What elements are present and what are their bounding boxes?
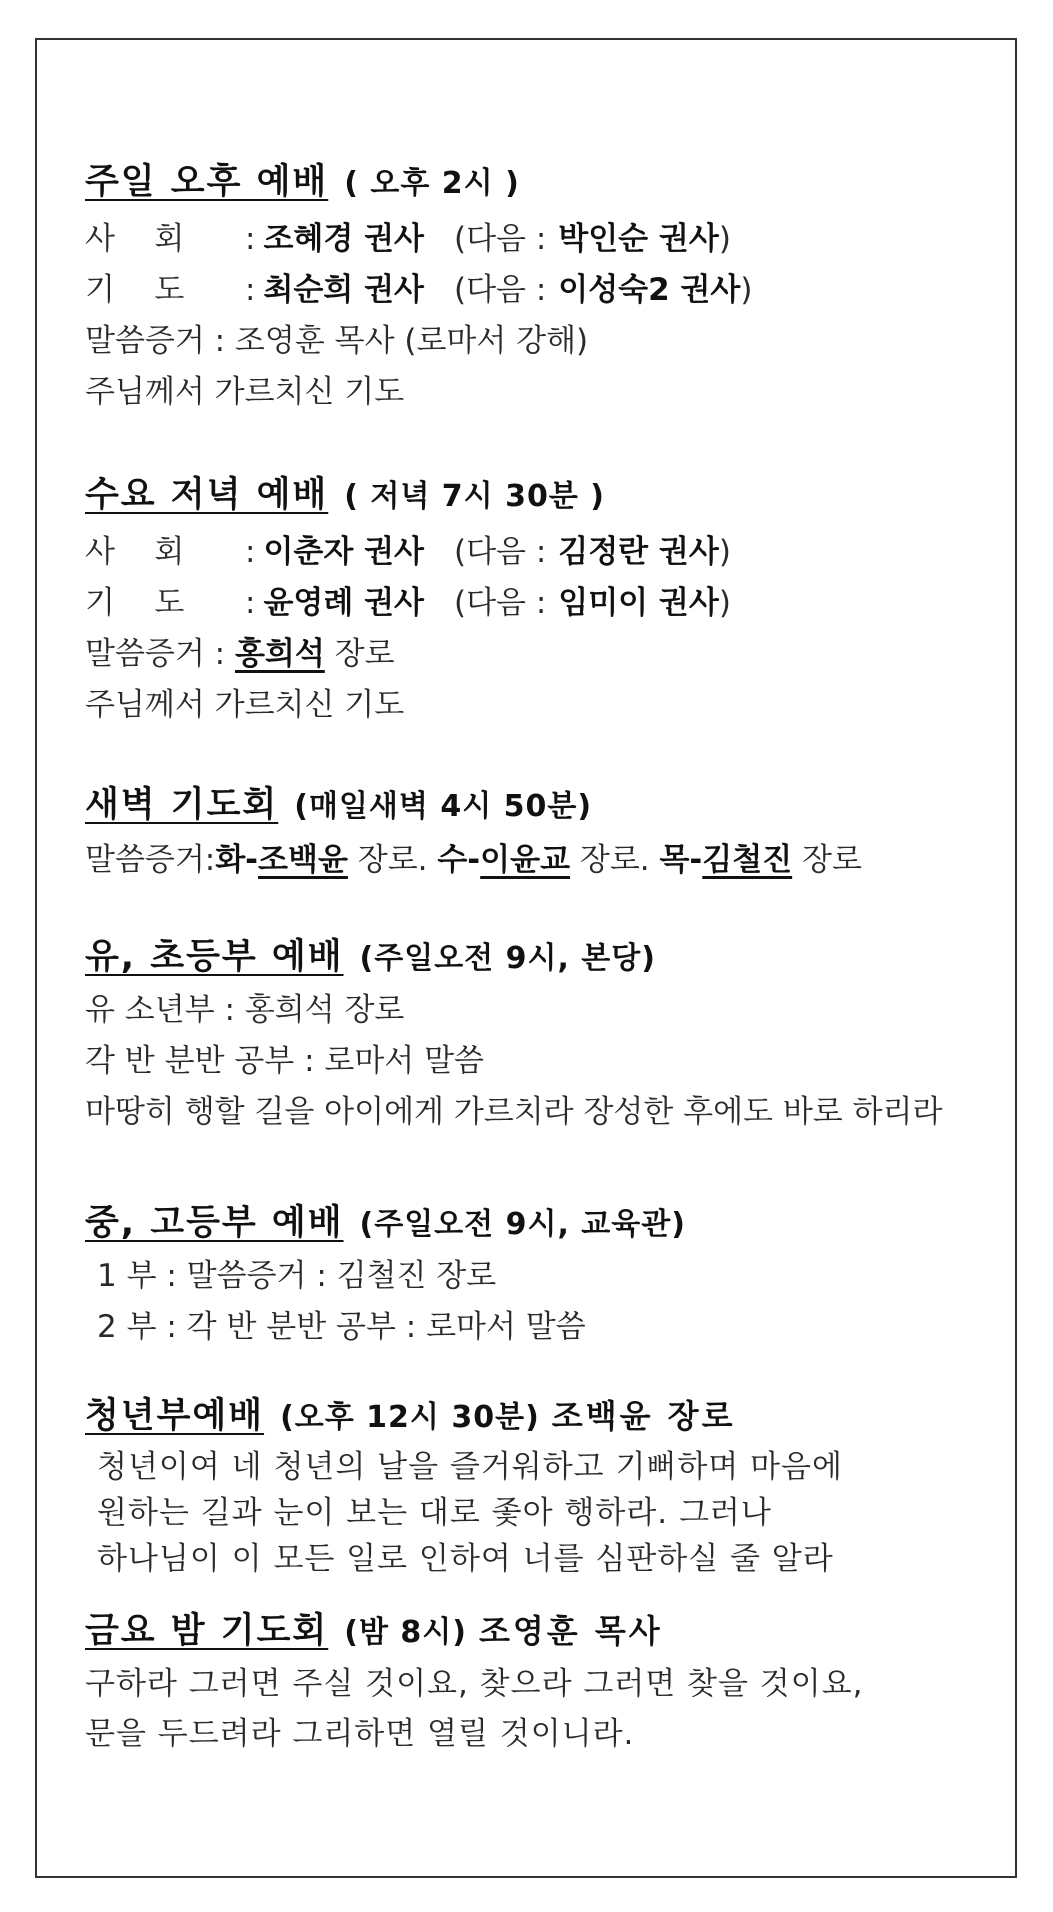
dawn-preachers-line	[85, 835, 985, 886]
section-title	[85, 937, 985, 979]
section-title	[85, 785, 985, 827]
service-name: 청년부예배	[85, 1396, 265, 1436]
service-name: 유, 초등부 예배	[85, 937, 344, 977]
close-paren: )	[740, 272, 753, 308]
scripture-line-2: 원하는 길과 눈이 보는 대로 좇아 행하라. 그러나	[97, 1495, 772, 1531]
preacher-wed: 이윤교	[480, 842, 571, 878]
title-wed: 장로.	[579, 842, 650, 878]
section-wednesday-evening-service	[85, 475, 985, 731]
service-name: 수요 저녁 예배	[85, 475, 329, 515]
service-time: (오후 12시 30분)	[280, 1400, 540, 1435]
section-youth-service	[85, 1203, 985, 1353]
title-tue: 장로.	[357, 842, 428, 878]
next-prayer-name: 이성숙2 권사	[558, 272, 741, 308]
prayer-line: 기 도 : 윤영례 권사 (다음 : 임미이 권사)	[85, 578, 985, 629]
part2-line: 2 부 : 각 반 분반 공부 : 로마서 말씀	[97, 1309, 586, 1345]
service-time: (주일오전 9시, 본당)	[359, 941, 656, 976]
service-time: ( 오후 2시 )	[344, 166, 520, 201]
prayer-name: 윤영례 권사	[263, 585, 424, 621]
presider-name: 이춘자 권사	[263, 534, 424, 570]
next-prefix: (다음 :	[453, 221, 547, 257]
section-dawn-prayer	[85, 785, 985, 886]
scripture-line-2: 문을 두드려라 그리하면 열릴 것이니라.	[85, 1716, 635, 1752]
presider-name: 조혜경 권사	[263, 221, 424, 257]
class-study-line: 각 반 분반 공부 : 로마서 말씀	[85, 1043, 484, 1079]
prayer-label: 기 도	[85, 272, 185, 308]
sermon-prefix: 말씀증거 :	[85, 636, 226, 672]
service-time: (주일오전 9시, 교육관)	[359, 1207, 686, 1242]
scripture-line-1: 구하라 그러면 주실 것이요, 찾으라 그러면 찾을 것이요,	[85, 1666, 864, 1702]
presider-line: 사 회 : 이춘자 권사 (다음 : 김정란 권사)	[85, 527, 985, 578]
section-title	[85, 1396, 985, 1438]
preacher-tue: 조백윤	[258, 842, 348, 878]
scripture-line-1: 청년이여 네 청년의 날을 즐거워하고 기뻐하며 마음에	[97, 1449, 843, 1485]
close-paren: )	[718, 585, 731, 621]
day-tue: 화-	[215, 842, 259, 878]
next-prefix: (다음 :	[453, 585, 547, 621]
section-children-service	[85, 937, 985, 1138]
close-paren: )	[718, 534, 731, 570]
section-sunday-afternoon-service	[85, 162, 985, 418]
service-name: 새벽 기도회	[85, 785, 279, 825]
scripture-line-3: 하나님이 이 모든 일로 인하여 너를 심판하실 줄 알라	[97, 1541, 834, 1577]
prayer-name: 최순희 권사	[263, 272, 424, 308]
preacher-name: 홍희석	[234, 636, 325, 672]
service-name: 중, 고등부 예배	[85, 1203, 344, 1243]
next-prefix: (다음 :	[453, 272, 547, 308]
presider-label: 사 회	[85, 534, 185, 570]
section-young-adult-service	[85, 1396, 985, 1582]
leader-name: 조백윤 장로	[551, 1397, 736, 1435]
service-time: ( 저녁 7시 30분 )	[344, 479, 605, 514]
prayer-topic-line: 주님께서 가르치신 기도	[85, 374, 405, 410]
preacher-title: 장로	[334, 636, 395, 672]
day-thu: 목-	[659, 842, 703, 878]
close-paren: )	[718, 221, 731, 257]
presider-label: 사 회	[85, 221, 185, 257]
next-presider-name: 박인순 권사	[558, 221, 719, 257]
sermon-prefix: 말씀증거:	[85, 842, 216, 878]
next-prayer-name: 임미이 권사	[558, 585, 719, 621]
next-presider-name: 김정란 권사	[558, 534, 719, 570]
presider-line: 사 회 : 조혜경 권사 (다음 : 박인순 권사)	[85, 214, 985, 265]
prayer-line: 기 도 : 최순희 권사 (다음 : 이성숙2 권사)	[85, 265, 985, 316]
section-friday-night-prayer	[85, 1611, 985, 1759]
service-name: 주일 오후 예배	[85, 162, 329, 202]
service-time: (매일새벽 4시 50분)	[294, 789, 593, 824]
part1-line: 1 부 : 말씀증거 : 김철진 장로	[97, 1258, 497, 1294]
next-prefix: (다음 :	[453, 534, 547, 570]
day-wed: 수-	[437, 842, 481, 878]
preacher-thu: 김철진	[702, 842, 793, 878]
section-title	[85, 162, 985, 204]
scripture-line: 마땅히 행할 길을 아이에게 가르치라 장성한 후에도 바로 하리라	[85, 1094, 943, 1130]
section-title	[85, 475, 985, 517]
prayer-topic-line: 주님께서 가르치신 기도	[85, 687, 405, 723]
title-thu: 장로	[802, 842, 862, 878]
prayer-label: 기 도	[85, 585, 185, 621]
children-leader-line: 유 소년부 : 홍희석 장로	[85, 992, 405, 1028]
sermon-line: 말씀증거 : 조영훈 목사 (로마서 강해)	[85, 323, 589, 359]
service-name: 금요 밤 기도회	[85, 1611, 329, 1651]
sermon-line	[85, 629, 985, 680]
service-time: (밤 8시)	[344, 1615, 467, 1650]
section-title	[85, 1203, 985, 1245]
leader-name: 조영훈 목사	[478, 1612, 663, 1650]
section-title	[85, 1611, 985, 1653]
